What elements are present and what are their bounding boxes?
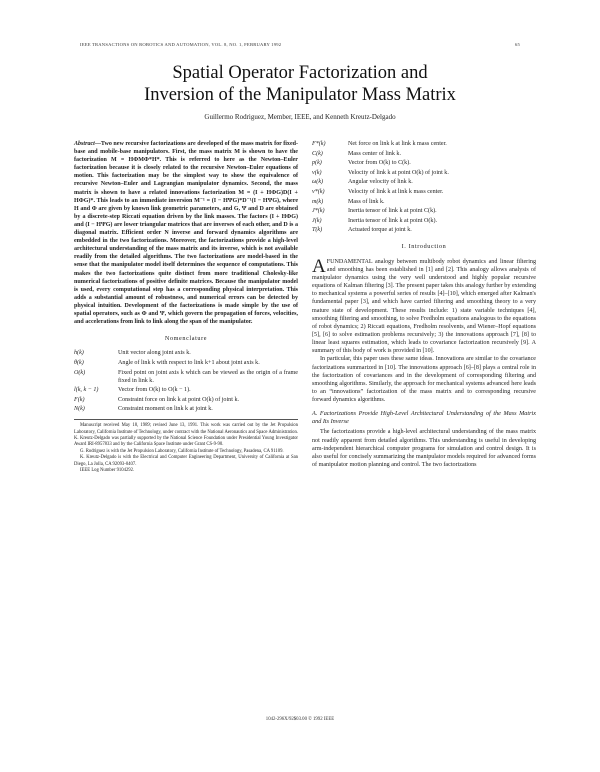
nomenclature-definition: Velocity of link k at link k mass center. <box>348 188 444 195</box>
abstract <box>74 140 298 326</box>
page-footer: 1042-296X/92$03.00 © 1992 IEEE <box>265 717 335 722</box>
footnote-author-2: K. Kreutz-Delgado is with the Electrical and Computer Engineering Department, University of California at San Diego, La Jolla, CA 92093-0407. <box>74 455 298 467</box>
nomenclature-item <box>312 217 536 225</box>
nomenclature-item <box>312 140 536 148</box>
nomenclature-heading: Nomenclature <box>164 335 208 343</box>
nomenclature-definition: Actuated torque at joint k. <box>348 227 412 234</box>
nomenclature-list-right <box>312 140 536 234</box>
footnote-author-1: G. Rodriguez is with the Jet Propulsion Laboratory, California Institute of Technology, Pasadena, CA 91109. <box>80 448 284 454</box>
nomenclature-item <box>74 386 298 394</box>
nomenclature-definition: Angle of link k with respect to link k+1 about joint axis k. <box>118 359 260 366</box>
introduction-paragraph-2: In particular, this paper uses these same ideas. Innovations are similar to the covariance factorizations summarized in [10]. The innovations approach [6]–[8] plays a central role in the factorization of covariances and in the development of corresponding filtering and smoothing algorithms. Similarly, the approach for mechanical systems advanced here leads to an “innovations” factorization of the mass matrix and to corresponding recursive forward dynamics algorithms. <box>312 356 536 404</box>
nomenclature-item <box>312 198 536 206</box>
nomenclature-symbol: v*(k) <box>312 188 325 195</box>
journal-name: IEEE TRANSACTIONS ON ROBOTICS AND AUTOMATION, VOL. 8, NO. 1, FEBRUARY 1992 <box>80 42 282 47</box>
nomenclature-definition: Mass center of link k. <box>348 150 401 157</box>
title-line-2: Inversion of the Manipulator Mass Matrix <box>144 85 456 105</box>
nomenclature-symbol: O(k) <box>74 369 86 376</box>
nomenclature-item <box>312 226 536 234</box>
introduction-paragraph-1-text: FUNDAMENTAL analogy between multibody robot dynamics and linear filtering and smoothing has been established in [1] and [2]. This analogy allows analysis of manipulator dynamics using the very well understood and highly popular recursive equations of Kalman filtering [3]. The present paper takes this analogy further by extending to mechanical systems a powerful series of results [4]–[10], which emerged after Kalman's fundamental paper [3], and which have carried filtering and smoothing theory to a very mature state of development. These results include: 1) state variable techniques [4], smoothing filtering and smoothing, to solve Fredholm equations analogous to the equations of robot dynamics; 2) Riccati equations, Fredholm resolvents, and Wiener–Hopf equations [5], [6] to solve estimation problems recursively; 3) the innovations approach [7], [8] to linear least squares estimation, which leads to covariance factorization recursively [9]. A summary of this body of work is provided in [10]. <box>312 258 536 355</box>
running-header <box>80 42 520 47</box>
nomenclature-list-left <box>74 349 298 413</box>
left-column <box>74 140 298 475</box>
nomenclature-definition: Inertia tensor of link k at point O(k). <box>348 217 438 224</box>
nomenclature-item <box>74 369 298 385</box>
nomenclature-item <box>74 396 298 404</box>
nomenclature-definition: Vector from O(k) to O(k − 1). <box>118 387 191 394</box>
drop-cap: A <box>312 255 326 277</box>
nomenclature-symbol: F(k) <box>74 396 85 403</box>
authors: Guillermo Rodriguez, Member, IEEE, and Kenneth Kreutz-Delgado <box>204 113 396 121</box>
subsection-heading: A. Factorizations Provide High-Level Architectural Understanding of the Mass Matrix and Its Inverse <box>312 410 536 426</box>
footnote-manuscript: Manuscript received May 18, 1989; revised June 13, 1991. This work was carried out by the Jet Propulsion Laboratory, California Institute of Technology, under contract with the National Aeronautics and Space Administration. K. Kreutz-Delgado was partially supported by the National Science Foundation under Presidential Young Investigator Award IRI-8957833 and by the California Space Institute under Grant CS-9-90. <box>74 423 298 448</box>
nomenclature-symbol: J(k) <box>312 217 322 224</box>
abstract-lead: Abstract <box>74 141 95 147</box>
nomenclature-item <box>312 169 536 177</box>
title-line-1: Spatial Operator Factorization and <box>172 63 428 83</box>
nomenclature-item <box>74 359 298 367</box>
footnote-log-number: IEEE Log Number 9104292. <box>80 468 135 474</box>
page-number: 65 <box>515 42 520 47</box>
introduction-heading: I. Introduction <box>401 243 447 251</box>
nomenclature-symbol: θ(k) <box>74 359 84 366</box>
nomenclature-item <box>312 159 536 167</box>
nomenclature-definition: Unit vector along joint axis k. <box>118 350 191 357</box>
nomenclature-definition: Velocity of link k at point O(k) of joint k. <box>348 169 449 176</box>
introduction-paragraph-3: The factorizations provide a high-level architectural understanding of the mass matrix not readily apparent from detailed algorithms. This understanding is useful in developing arm-independent hierarchical computer programs for simulation and control design. It is also useful for concisely summarizing the manipulator models required for advanced forms of manipulator motion planning and control. The two factorizations <box>312 429 536 469</box>
nomenclature-definition: Inertia tensor of link k at point C(k). <box>348 208 437 215</box>
nomenclature-item <box>312 188 536 196</box>
abstract-text: —Two new recursive factorizations are developed of the mass matrix for fixed-base and mobile-base manipulators. First, the mass matrix M is shown to have the factorization M = HΦMΦ*H*. This is referred to here as the Newton–Euler factorization because it is closely related to the recursive Newton–Euler equations of motion. This factorization may be the simplest way to show the equivalence of recursive Newton–Euler and Lagrangian manipulator dynamics. Second, the mass matrix is shown to have a related innovations factorization M = (I + HΦG)D(I + HΦG)*. This leads to an immediate inversion M⁻¹ = (I − HΨG)*D⁻¹(I − HΨG), where H and Φ are given by known link geometric parameters, and G, Ψ and D are obtained by a discrete-step Riccati equation driven by the link masses. The factors (I + HΦG) and (I − HΨG) are lower triangular matrices that are inverses of each other, and D is a diagonal matrix. Efficient order N inverse and forward dynamics algorithms are embedded in the two factorizations. Moreover, the factorizations provide a high-level architectural understanding of the mass matrix and its inverse, which is not available readily from the detailed algorithms. The two factorizations are model-based in the sense that the manipulator model itself determines the sequence of computations. This makes the two factorizations quite distinct from more traditional Cholesky-like numerical factorizations of positive definite matrices. Because the manipulator model is used, every computational step has a corresponding physical interpretation. This adds a substantial amount of robustness, and numerical errors can be detected by physical intuition. Development of the factorizations is made simple by the use of spatial operators, such as Φ and Ψ, which govern the propagation of forces, velocities, and accelerations from link to link along the span of the manipulator. <box>74 141 298 326</box>
nomenclature-symbol: C(k) <box>312 150 323 157</box>
footnotes <box>74 419 298 474</box>
nomenclature-item <box>312 207 536 215</box>
nomenclature-symbol: l(k, k − 1) <box>74 387 99 394</box>
nomenclature-symbol: T(k) <box>312 227 323 234</box>
nomenclature-definition: Constraint moment on link k at joint k. <box>118 406 213 413</box>
nomenclature-symbol: m(k) <box>312 198 324 205</box>
nomenclature-symbol: p(k) <box>312 160 322 167</box>
nomenclature-symbol: F*(k) <box>312 141 326 147</box>
nomenclature-definition: Vector from O(k) to C(k). <box>348 160 411 167</box>
nomenclature-symbol: J*(k) <box>312 208 325 215</box>
right-column <box>312 140 536 469</box>
nomenclature-symbol: ω(k) <box>312 179 324 186</box>
nomenclature-item <box>312 178 536 186</box>
nomenclature-definition: Fixed point on joint axis k which can be viewed as the origin of a frame fixed in link k. <box>118 369 298 384</box>
nomenclature-definition: Net force on link k at link k mass center. <box>348 141 447 147</box>
nomenclature-symbol: N(k) <box>74 406 85 413</box>
nomenclature-item <box>312 150 536 158</box>
nomenclature-definition: Mass of link k. <box>348 198 385 205</box>
nomenclature-symbol: v(k) <box>312 169 322 176</box>
nomenclature-symbol: h(k) <box>74 350 84 357</box>
nomenclature-item <box>74 405 298 413</box>
nomenclature-definition: Constraint force on link k at point O(k) of joint k. <box>118 396 240 403</box>
nomenclature-item <box>74 349 298 357</box>
nomenclature-definition: Angular velocity of link k. <box>348 179 413 186</box>
introduction-paragraph-1 <box>312 255 536 356</box>
paper-title <box>60 62 540 106</box>
